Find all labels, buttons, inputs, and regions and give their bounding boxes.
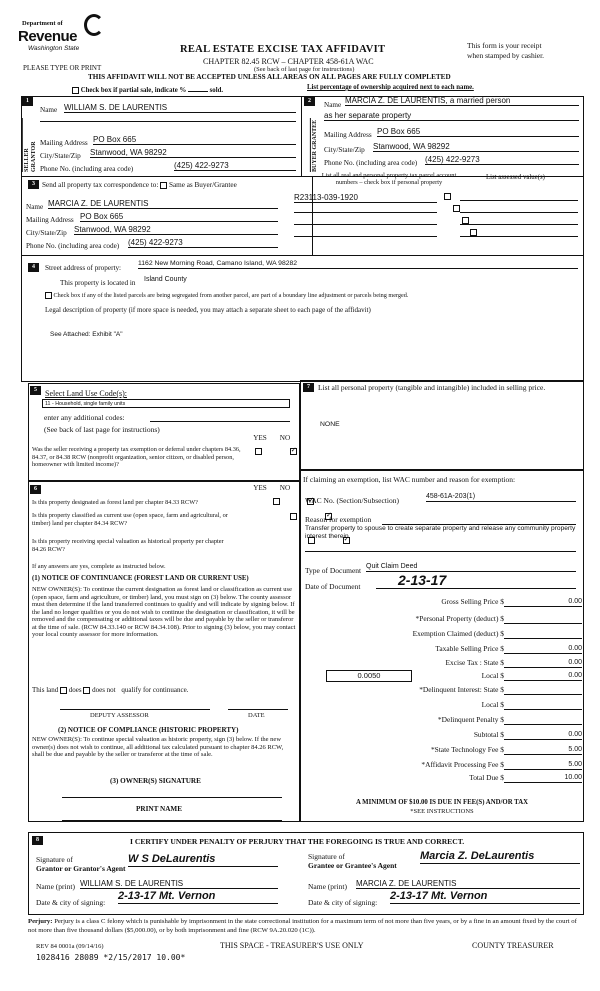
buyer-phone-field[interactable]: (425) 422-9273 [425,155,579,165]
deputy-date-line[interactable] [228,709,288,710]
grantor-date-field[interactable]: 2-13-17 Mt. Vernon [118,890,278,904]
land-use-select[interactable]: 11 - Household, single family units [42,399,290,408]
s6-no-header: NO [279,484,291,492]
assessed-value-3[interactable] [460,224,578,225]
seller-city-label: City/State/Zip [40,152,81,160]
doc-type-label: Type of Document [305,566,362,575]
minimum-note: A MINIMUM OF $10.00 IS DUE IN FEE(S) AND/OR TAX [355,799,529,806]
section-5-badge: 5 [30,386,41,395]
exemption-yes-checkbox[interactable] [255,448,262,455]
corr-address-label: Mailing Address [26,216,74,224]
corr-city-field[interactable]: Stanwood, WA 98292 [74,225,278,235]
personal-property-box [300,380,584,470]
partial-sale-row [72,87,223,95]
buyer-address-label: Mailing Address [324,131,372,139]
personal-property-label: List all personal property (tangible and intangible) included in selling price. [318,383,546,392]
same-as-buyer-checkbox[interactable] [160,182,167,189]
perjury-notice [28,914,584,935]
grantor-print-field[interactable]: WILLIAM S. DE LAURENTIS [80,879,278,889]
warning-text: THIS AFFIDAVIT WILL NOT BE ACCEPTED UNLESS ALL AREAS ON ALL PAGES ARE FULLY COMPLETED [88,73,451,81]
parcel-number-2[interactable] [294,212,437,213]
total-amount[interactable]: 10.00 [504,774,582,783]
deputy-signature-line[interactable] [60,709,210,710]
corr-phone-label: Phone No. (including area code) [26,242,120,250]
grantee-sig-label-2: Grantee or Grantee's Agent [308,861,397,870]
parcel-1-personal-checkbox[interactable] [444,193,451,200]
grantee-print-label: Name (print) [308,882,347,891]
exempt-amount[interactable] [504,630,582,639]
perjury-text: Perjury is a class C felony which is punishable by imprisonment in the state correctional institution for a maximum term of not more than five years, or by a fine in an amount fixed by the court of not more than five thousand dollars ($5,000.00), or by both imprisonment and fine (RCW 9A.20.020 (1C)). [28,918,577,934]
certify-statement: I CERTIFY UNDER PENALTY OF PERJURY THAT THE FOREGOING IS TRUE AND CORRECT. [130,837,465,846]
grantor-signature[interactable]: W S DeLaurentis [128,853,278,867]
owner-signature-line[interactable] [62,797,282,798]
gross-row: Gross Selling Price $ 0.00 [441,597,582,606]
dint-row: *Delinquent Interest: State $ [306,686,582,698]
parcel-number-1[interactable]: R23113-039-1920 [294,193,437,203]
if-yes-note: If any answers are yes, complete as instructed below. [32,563,166,570]
deputy-date-label: DATE [248,712,265,719]
grantor-date-label: Date & city of signing: [36,898,106,907]
s5-no-header: NO [279,434,291,442]
does-label: does [68,686,82,694]
legal-desc-label: Legal description of property (if more space is needed, you may attach a separate sheet to each page of the affidavit) [45,306,371,314]
ownership-pct-note: List percentage of ownership acquired next to each name. [307,84,474,91]
please-type: PLEASE TYPE OR PRINT [23,64,102,72]
wac-field[interactable]: 458-61A-203(1) [426,493,576,502]
qualify-label: qualify for continuance. [121,686,189,694]
buyer-name-field-2[interactable]: as her separate property [324,111,579,121]
s5-yes-header: YES [253,434,267,442]
corr-address-field[interactable]: PO Box 665 [80,212,278,222]
dpen-row: *Delinquent Penalty $ [306,716,582,728]
current-use-question: Is this property classified as current use (open space, farm and agricultural, or timber) land per chapter 84.34 RCW? [32,512,228,527]
historic-question: Is this property receiving special valuation as historical property per chapter 84.26 RCW? [32,538,224,553]
seller-side-label: SELLER GRANTOR [22,118,39,172]
section-4-badge: 4 [28,263,39,272]
form-subtitle: CHAPTER 82.45 RCW – CHAPTER 458-61A WAC [203,57,374,66]
street-label: Street address of property: [45,264,122,272]
location-label: This property is located in [60,279,136,287]
additional-codes-label: enter any additional codes: [44,413,125,422]
exempt-row: Exemption Claimed (deduct) $ [306,630,582,642]
personal-property-value[interactable]: NONE [320,421,340,428]
parcel-rows [294,192,584,252]
claim-exemption-label: If claiming an exemption, list WAC number and reason for exemption: [303,475,516,484]
parcel-3-personal-checkbox[interactable] [462,217,469,224]
subtotal-row: Subtotal $ 0.00 [473,730,582,739]
buyer-name-field-1[interactable]: MARCIA Z. DE LAURENTIS, a married person [345,96,579,106]
same-as-buyer-label: Same as Buyer/Grantee [168,181,237,189]
receipt-note-1: This form is your receipt [467,41,542,50]
tech-row: *State Technology Fee $ 5.00 [430,745,582,754]
correspondence-label [42,181,237,189]
partial-sale-label: Check box if partial sale, indicate % [80,87,187,95]
segregated-label: Check box if any of the listed parcels are being segregated from another parcel, are part of a boundary line adjustment or parcels being merged. [53,292,409,299]
buyer-city-field[interactable]: Stanwood, WA 98292 [373,142,579,152]
proc-amount[interactable]: 5.00 [504,761,582,770]
land-use-label: Select Land Use Code(s): [45,389,127,398]
excise-amount[interactable]: 0.00 [504,659,582,668]
does-not-label: does not [92,686,116,694]
doc-type-field[interactable]: Quit Claim Deed [366,563,576,572]
print-name-line[interactable] [62,820,282,821]
local-rate-box[interactable]: 0.0050 [326,670,412,682]
seller-phone-field[interactable]: (425) 422-9273 [174,161,296,171]
proc-row: *Affidavit Processing Fee $ 5.00 [421,760,582,769]
grantee-sig-label-1: Signature of [308,852,345,861]
logo-emblem-icon [84,14,104,36]
logo-line3: Washington State [28,45,80,52]
s6-yes-header: YES [253,484,267,492]
corr-name-label: Name [26,203,44,211]
qualify-row [32,686,188,694]
personal-amount[interactable] [504,615,582,624]
partial-sale-checkbox[interactable] [72,87,79,94]
segregated-row [45,292,408,299]
compliance-text: NEW OWNER(S): To continue special valuation as historic property, sign (3) below. If the new owner(s) does not wish to continue, all additional tax calculated pursuant to chapter 84.26 RCW, shall be due and payable by the seller or transferor at the time of sale. [32,736,284,759]
does-qualify-checkbox[interactable] [60,687,67,694]
compliance-heading: (2) NOTICE OF COMPLIANCE (HISTORIC PROPERTY) [58,726,239,734]
parcel-number-3[interactable] [294,224,437,225]
see-instructions-note: *SEE INSTRUCTIONS [410,808,474,815]
exemption-no-checkbox[interactable] [290,448,297,455]
local-row: Local $ 0.00 [481,671,582,680]
dpen-amount[interactable] [504,716,582,725]
logo-line2: Revenue [18,28,78,45]
buyer-side-label: BUYER GRANTEE [312,119,318,172]
forest-yes-checkbox[interactable] [273,498,280,505]
revenue-logo [20,14,100,58]
parcel-2-personal-checkbox[interactable] [453,205,460,212]
treasurer-label: THIS SPACE - TREASURER'S USE ONLY [220,941,364,950]
section-2-badge: 2 [304,97,315,106]
section-1-badge: 1 [22,97,33,106]
parcels-header-2: numbers – check box if personal property [335,179,443,186]
corr-name-field[interactable]: MARCIA Z. DE LAURENTIS [48,199,278,209]
correspondence-send-label: Send all property tax correspondence to: [42,181,159,189]
assessed-header: List assessed value(s) [486,174,545,181]
parcel-number-4[interactable] [294,236,437,237]
additional-codes-field[interactable] [150,421,290,422]
assessed-value-1[interactable] [460,200,578,201]
doc-date-label: Date of Document [305,582,361,591]
legal-desc-value[interactable]: See Attached: Exhibit "A" [50,331,123,338]
subtotal-amount[interactable]: 0.00 [504,731,582,740]
cashier-receipt-stamp: 1028416 28089 *2/15/2017 10.00* [36,953,186,962]
seller-name-field[interactable]: WILLIAM S. DE LAURENTIS [64,103,296,113]
deputy-label: DEPUTY ASSESSOR [90,712,149,719]
county-treasurer-label: COUNTY TREASURER [472,941,554,950]
excise-row: Excise Tax : State $ 0.00 [445,658,582,667]
reason-label: Reason for exemption [305,515,372,524]
section-7-badge: 7 [303,383,314,392]
grantor-sig-label-2: Grantor or Grantor's Agent [36,864,126,873]
total-row: Total Due $ 10.00 [469,773,582,782]
buyer-city-label: City/State/Zip [324,146,365,154]
tech-amount[interactable]: 5.00 [504,746,582,755]
assessed-value-4[interactable] [460,236,578,237]
grantee-date-label: Date & city of signing: [308,898,378,907]
parcel-4-personal-checkbox[interactable] [470,229,477,236]
taxable-amount[interactable]: 0.00 [504,645,582,654]
buyer-phone-label: Phone No. (including area code) [324,159,418,167]
parcels-header-1: List all real and personal property tax parcel account [321,172,457,179]
logo-line1: Department of [22,20,63,27]
land-use-see: (See back of last page for instructions) [44,425,160,434]
doc-date-field[interactable]: 2-13-17 [376,572,576,589]
corr-phone-field[interactable]: (425) 422-9273 [128,238,278,248]
grantor-sig-label-1: Signature of [36,855,73,864]
current-use-yes-checkbox[interactable] [290,513,297,520]
designation-box [28,481,300,822]
continuance-text: NEW OWNER(S): To continue the current designation as forest land or classification as current use (open space, farm and agriculture, or timber) land, you must sign on (3) below. The county assessor must then determine if the land transferred continues to qualify and will indicate by signing below. If the land no longer qualifies or you do not wish to continue the designation or classification, it will be removed and the compensating or additional taxes will be due and payable by the seller or transferor at the time of sale. (RCW 84.33.140 or RCW 84.34.108). Prior to signing (3) below, you may contact your local county assessor for more information. [32,586,296,639]
taxable-row: Taxable Selling Price $ 0.00 [435,644,582,653]
buyer-name-label: Name [324,101,342,109]
instructions-note: (See back of last page for instructions) [254,66,355,73]
grantee-signature[interactable]: Marcia Z. DeLaurentis [420,850,580,864]
seller-phone-label: Phone No. (including area code) [40,165,134,173]
exemption-question: Was the seller receiving a property tax exemption or deferral under chapters 84.36, 84.37, or 84.38 RCW (nonprofit organization, senior citizen, or disabled person, homeowner with limited income)? [32,446,241,469]
assessed-value-2[interactable] [460,212,578,213]
segregated-checkbox[interactable] [45,292,52,299]
corr-city-label: City/State/Zip [26,229,67,237]
section-8-badge: 8 [32,836,43,845]
forest-question: Is this property designated as forest land per chapter 84.33 RCW? [32,499,198,506]
section-3-badge: 3 [28,180,39,189]
partial-sold-label: sold. [209,87,224,95]
grantor-print-label: Name (print) [36,882,75,891]
this-land-label: This land [32,686,59,694]
dlocal-amount[interactable] [504,701,582,710]
wac-label: WAC No. (Section/Subsection) [305,496,399,505]
property-box [21,256,584,382]
owner-signature-heading: (3) OWNER(S) SIGNATURE [110,777,201,785]
buyer-address-field[interactable]: PO Box 665 [377,127,579,137]
location-field[interactable]: Island County [144,276,187,283]
gross-amount[interactable]: 0.00 [504,598,582,607]
seller-address-field[interactable]: PO Box 665 [93,135,296,145]
seller-city-field[interactable]: Stanwood, WA 98292 [90,148,296,158]
grantee-print-field[interactable]: MARCIA Z. DE LAURENTIS [356,879,580,889]
personal-row: *Personal Property (deduct) $ [306,615,582,627]
local-amount[interactable]: 0.00 [504,672,582,681]
perjury-label: Perjury: [28,918,53,925]
dint-amount[interactable] [504,686,582,695]
grantee-date-field[interactable]: 2-13-17 Mt. Vernon [390,890,580,904]
print-name-label: PRINT NAME [136,805,182,813]
continuance-heading: (1) NOTICE OF CONTINUANCE (FOREST LAND OR CURRENT USE) [32,575,249,582]
seller-name-label: Name [40,106,58,114]
receipt-note-2: when stamped by cashier. [467,51,545,60]
rev-label: REV 84 0001a (09/14/16) [36,943,104,950]
street-field[interactable]: 1162 New Morning Road, Camano Island, WA 98282 [138,260,578,269]
reason-value[interactable]: Transfer property to spouse to create separate property and release any community property interest therein. [305,525,576,541]
form-title: REAL ESTATE EXCISE TAX AFFIDAVIT [180,44,386,55]
section-6-badge: 6 [30,485,41,494]
seller-address-label: Mailing Address [40,139,88,147]
does-not-qualify-checkbox[interactable] [83,687,90,694]
dlocal-row: Local $ [306,701,582,713]
